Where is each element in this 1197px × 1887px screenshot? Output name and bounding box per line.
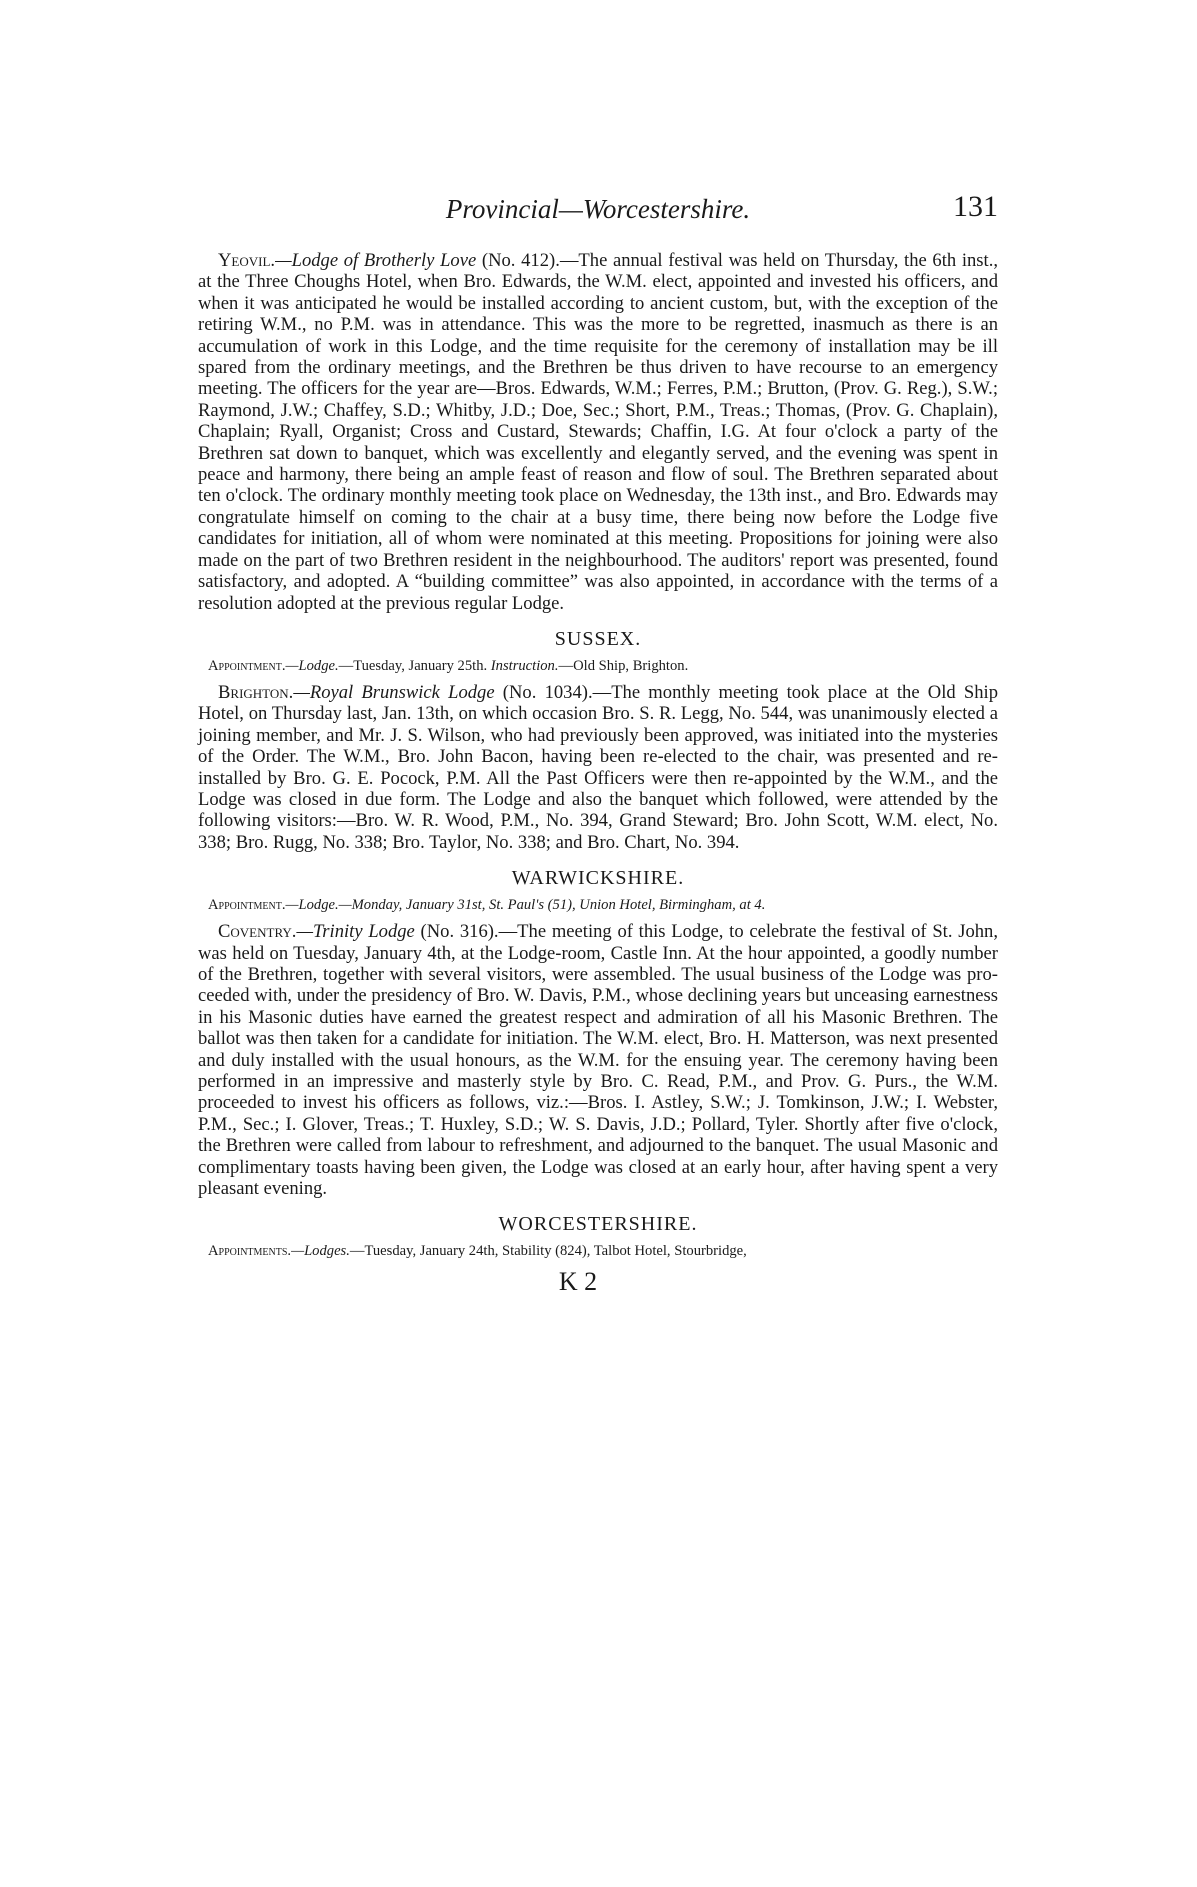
running-title: Provincial—Worcestershire. [445, 194, 751, 224]
warwickshire-appointment-text: —Monday, January 31st, St. Paul's (51), Union Hotel, Birmingham, at 4. [338, 897, 766, 914]
sussex-appointment-date: —Tuesday, January 25th. [338, 657, 488, 674]
page [198, 190, 998, 1297]
warwickshire-heading: WARWICKSHIRE. [511, 867, 685, 890]
page-number: 131 [953, 190, 998, 223]
yeovil-place: Yeovil. [218, 250, 276, 271]
coventry-lodge: —Trinity Lodge [296, 921, 415, 943]
brighton-lodge: —Royal Brunswick Lodge [293, 681, 495, 703]
running-header [198, 190, 998, 236]
coventry-place: Coventry. [218, 921, 297, 943]
worcestershire-appointment [198, 1242, 998, 1261]
warwickshire-appointment-label: Appointment. [208, 897, 286, 914]
worcestershire-appointment-lodge: —Lodges. [291, 1243, 350, 1260]
warwickshire-appointment [198, 896, 998, 915]
brighton-paragraph [198, 682, 998, 853]
yeovil-text: (No. 412).—The annual festival was held on Thursday, the 6th inst., at the Three Choughs Hotel, when Bro. Edwards, the W.M. elect, appointed and invested his officers, and when it was anticipated he would be installed according to ancient custom, but, with the exception of the retiring W.M., no P.M. was in attendance. This was the more to be regretted, inasmuch as there is an accumulation of work in this Lodge, and the time requisite for the ceremony of installation may be ill spared from the ordinary meetings, and the Brethren be thus driven to have recourse to an emergency meeting. The officers for the year are—Bros. Edwards, W.M.; Ferres, P.M.; Brutton, (Prov. G. Reg.), S.W.; Raymond, J.W.; Chaffey, S.D.; Whitby, J.D.; Doe, Sec.; Short, P.M., Treas.; Thomas, (Prov. G. Chaplain), Chaplain; Ryall, Organist; Cross and Custard, Stewards; Chaffin, I.G. At four o'clock a party of the Brethren sat down to banquet, which was excellently and elegantly served, and the evening was spent in peace and harmony, there being an ample feast of reason and flow of soul. The Brethren separated about ten o'clock. The ordinary monthly meeting took place on Wednesday, the 13th inst., and Bro. Edwards may congratulate himself on coming to the chair at a busy time, there being now before the Lodge five candidates for initiation, all of whom were nominated at this meeting. Propositions for joining were also made on the part of two Brethren resident in the neighbourhood. The auditors' report was presented, found satisfactory, and adopted. A “building committee” was also appointed, in accordance with the terms of a resolution adopted at the previous regular Lodge. [198, 250, 998, 614]
sussex-heading: SUSSEX. [554, 627, 642, 650]
yeovil-paragraph [198, 250, 998, 614]
brighton-text: (No. 1034).—The monthly meeting took place at the Old Ship Hotel, on Thursday last, Jan. 13th, on which occasion Bro. S. R. Legg, No. 544, was unanimously elected a joining member, and Mr. J. S. Wilson, who had previously been approved, was initiated into the mysteries of the Order. The W.M., Bro. John Bacon, having been re-elected to the chair, was presented and re-installed by Bro. G. E. Pocock, P.M. All the Past Officers were then re-appointed by the W.M., and the Lodge was closed in due form. The Lodge and also the banquet which followed, were attended by the following visitors:—Bro. W. R. Wood, P.M., No. 394, Grand Steward; Bro. John Scott, W.M. elect, No. 338; Bro. Rugg, No. 338; Bro. Taylor, No. 338; and Bro. Chart, No. 394. [198, 681, 999, 853]
brighton-place: Brighton. [218, 681, 294, 703]
worcestershire-appointment-text: —Tuesday, January 24th, Stability (824), Talbot Hotel, Stourbridge, [349, 1243, 747, 1260]
signature-mark: K 2 [558, 1267, 598, 1297]
sussex-appointment-instruction: Instruction. [490, 657, 559, 674]
warwickshire-appointment-lodge: —Lodge. [285, 897, 339, 914]
coventry-text: (No. 316).—The meeting of this Lodge, to celebrate the festival of St. John, was held on Tuesday, January 4th, at the Lodge-room, Castle Inn. At the hour appointed, a goodly number of the Brethren, together with several visitors, were assembled. The usual business of the Lodge was proceeded with, under the presidency of Bro. W. Davis, P.M., whose declining years but unceasing earnestness in his Masonic duties have earned the greatest respect and admiration of all his Masonic Brethren. The ballot was then taken for a candidate for initiation. The W.M. elect, Bro. H. Matterson, was next presented and duly installed with the usual honours, as the W.M. for the ensuing year. The ceremony having been performed in an impressive and masterly style by Bro. C. Read, P.M., and Prov. G. Purs., the W.M. proceeded to invest his officers as follows, viz.:—Bros. I. Astley, S.W.; J. Tomkinson, J.W.; I. Webster, P.M., Sec.; I. Glover, Treas.; T. Huxley, S.D.; W. S. Davis, J.D.; Pollard, Tyler. Shortly after five o'clock, the Brethren were called from labour to refreshment, and adjourned to the banquet. The usual Masonic and complimentary toasts having been given, the Lodge was closed at an early hour, after having spent a very pleasant evening. [198, 921, 998, 1200]
sussex-appointment [198, 657, 998, 676]
yeovil-lodge: —Lodge of Brotherly Love [275, 250, 477, 271]
sussex-appointment-place: —Old Ship, Brighton. [558, 657, 689, 674]
sussex-appointment-label: Appointment. [208, 657, 286, 674]
worcestershire-heading: WORCESTERSHIRE. [498, 1213, 698, 1236]
sussex-appointment-lodge: —Lodge. [285, 657, 339, 674]
coventry-paragraph [198, 921, 998, 1199]
worcestershire-appointment-label: Appointments. [208, 1243, 292, 1260]
